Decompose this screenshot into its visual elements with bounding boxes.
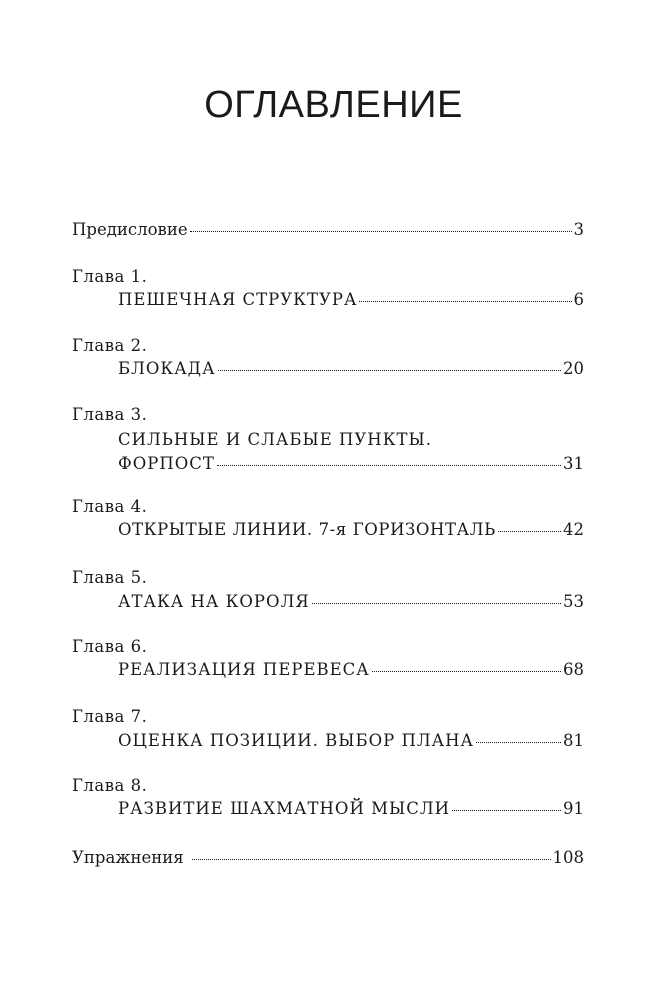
toc-entry-exercises[interactable] [72, 848, 584, 868]
toc-page-number: 91 [563, 799, 584, 818]
toc-entry-chapter-2[interactable] [118, 359, 584, 379]
chapter-label-4: Глава 4. [72, 497, 148, 516]
toc-entry-label: Предисловие [72, 220, 188, 239]
toc-entry-chapter-3[interactable] [118, 454, 584, 474]
toc-entry-preface[interactable] [72, 220, 584, 240]
toc-entry-chapter-1[interactable] [118, 290, 584, 310]
page-title: ОГЛАВЛЕНИЕ [204, 84, 463, 126]
dot-leader [359, 301, 571, 302]
dot-leader [372, 671, 561, 672]
chapter-label-3: Глава 3. [72, 405, 148, 424]
toc-entry-chapter-7[interactable] [118, 731, 584, 751]
toc-entry-label: Упражнения [72, 848, 184, 867]
dot-leader [218, 370, 561, 371]
chapter-label-6: Глава 6. [72, 637, 148, 656]
toc-page-number: 42 [563, 520, 584, 539]
toc-page-number: 6 [573, 290, 584, 309]
toc-entry-chapter-5[interactable] [118, 592, 584, 612]
chapter-title: АТАКА НА КОРОЛЯ [118, 592, 310, 611]
dot-leader [312, 603, 561, 604]
chapter-title: ОЦЕНКА ПОЗИЦИИ. ВЫБОР ПЛАНА [118, 731, 475, 750]
toc-entry-chapter-4[interactable] [118, 520, 584, 540]
toc-page-number: 31 [563, 454, 584, 473]
chapter-title: ОТКРЫТЫЕ ЛИНИИ. 7-я ГОРИЗОНТАЛЬ [118, 520, 496, 539]
chapter-title: РЕАЛИЗАЦИЯ ПЕРЕВЕСА [118, 660, 370, 679]
chapter-label-2: Глава 2. [72, 336, 148, 355]
chapter-label-1: Глава 1. [72, 267, 148, 286]
chapter-title: РАЗВИТИЕ ШАХМАТНОЙ МЫСЛИ [118, 799, 451, 818]
toc-page-number: 3 [573, 220, 584, 239]
chapter-label-7: Глава 7. [72, 707, 148, 726]
toc-page-number: 53 [563, 592, 584, 611]
dot-leader [217, 465, 561, 466]
toc-page-number: 20 [563, 359, 584, 378]
toc-page-number: 68 [563, 660, 584, 679]
toc-entry-chapter-6[interactable] [118, 660, 584, 680]
chapter-title: БЛОКАДА [118, 359, 216, 378]
toc-page-number: 81 [563, 731, 584, 750]
dot-leader [452, 810, 561, 811]
chapter-title: ФОРПОСТ [118, 454, 215, 473]
dot-leader [498, 531, 561, 532]
toc-entry-chapter-8[interactable] [118, 799, 584, 819]
dot-leader [190, 231, 572, 232]
toc-page-number: 108 [552, 848, 584, 867]
chapter-title: ПЕШЕЧНАЯ СТРУКТУРА [118, 290, 358, 309]
dot-leader [476, 742, 561, 743]
chapter-label-8: Глава 8. [72, 776, 148, 795]
chapter-label-5: Глава 5. [72, 568, 148, 587]
dot-leader [192, 859, 551, 860]
chapter-title-line1: СИЛЬНЫЕ И СЛАБЫЕ ПУНКТЫ. [118, 430, 432, 449]
